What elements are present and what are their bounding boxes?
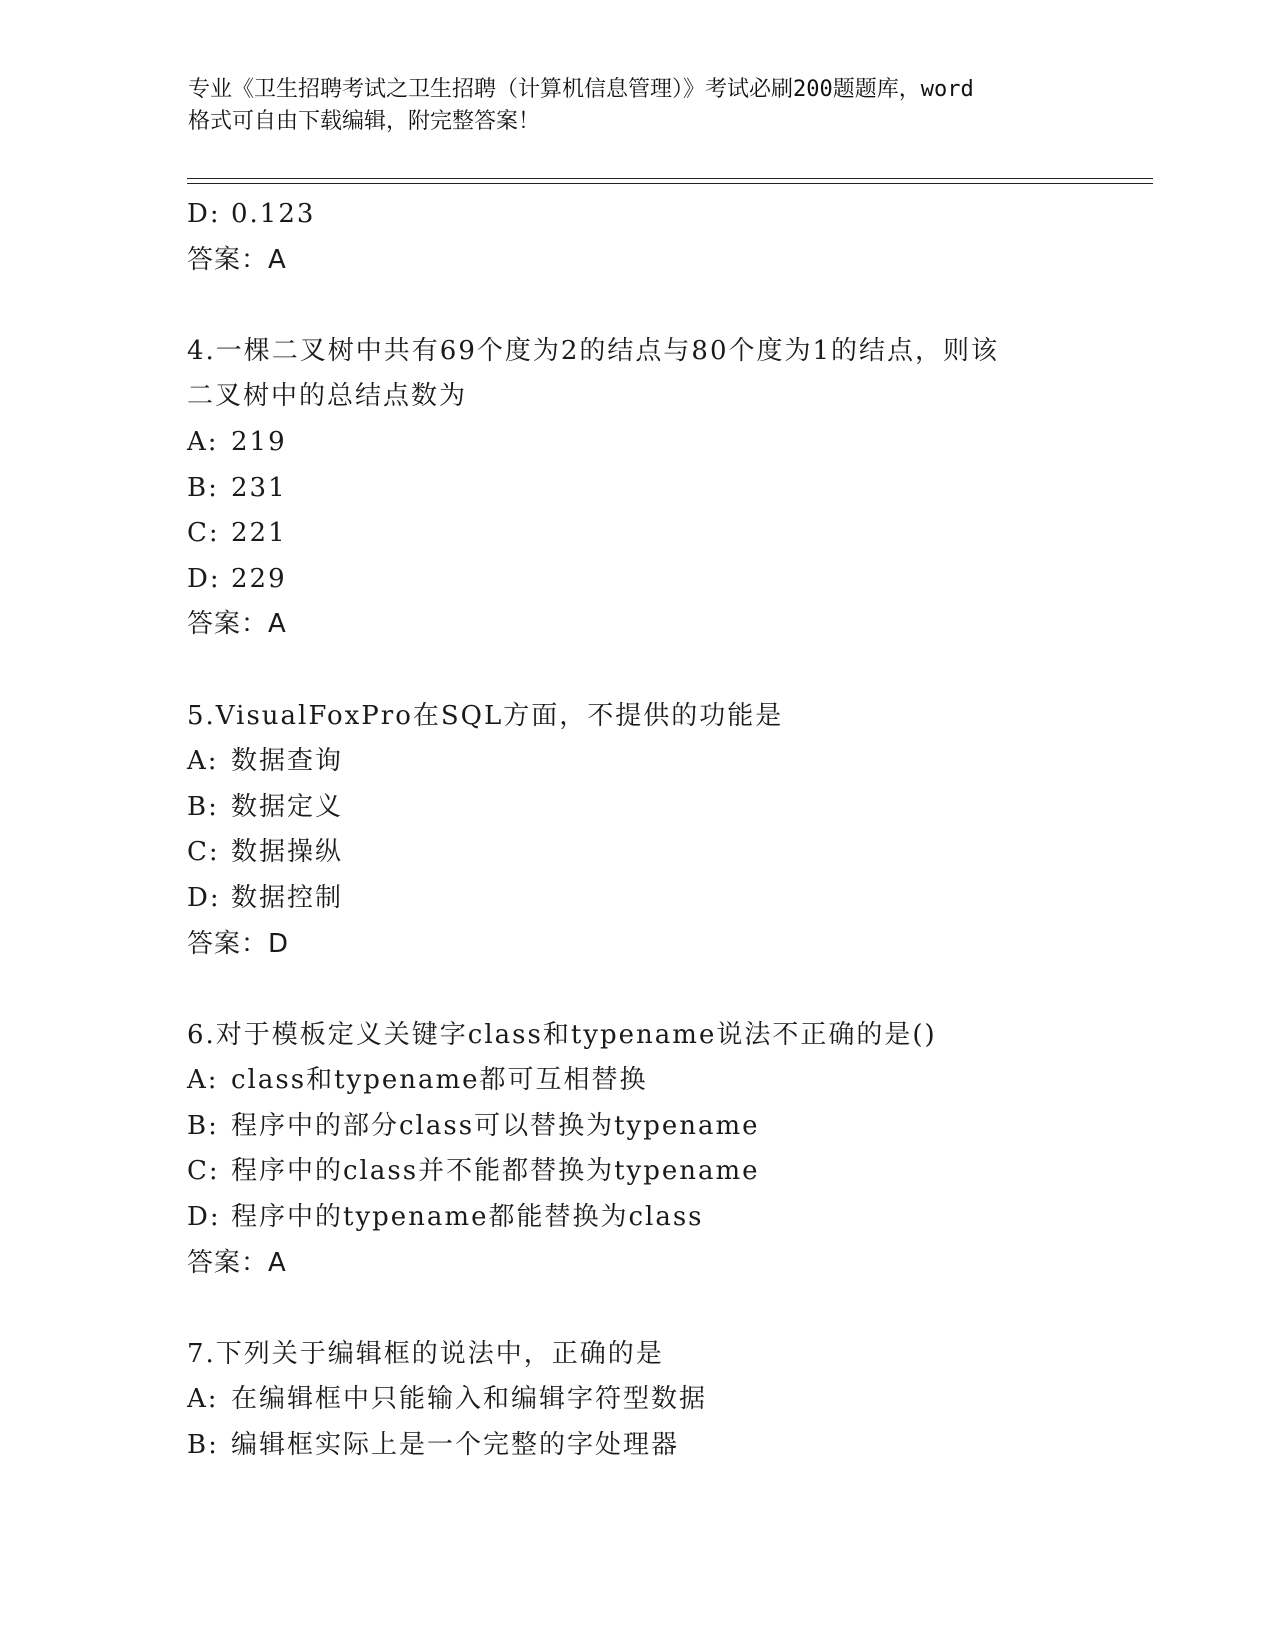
question-6-option-a (187, 1058, 1147, 1104)
spacer (187, 1286, 1147, 1332)
option-text: 0.123 (231, 199, 316, 229)
option-label: A: (187, 746, 219, 777)
option-label: B: (187, 1110, 219, 1141)
question-4-option-a (187, 420, 1147, 466)
option-label: A: (187, 1384, 219, 1415)
question-5-option-c (187, 830, 1147, 876)
option-text: 数据定义 (231, 791, 344, 822)
option-text: 在编辑框中只能输入和编辑字符型数据 (231, 1384, 708, 1415)
question-6-option-c (187, 1149, 1147, 1195)
spacer (187, 967, 1147, 1013)
document-header (188, 74, 1088, 138)
option-label: B: (187, 1430, 219, 1461)
option-label: D: (187, 199, 221, 229)
question-6-answer: 答案：A (187, 1247, 287, 1278)
option-label: D: (187, 563, 221, 594)
question-6-option-d (187, 1195, 1147, 1241)
question-7-option-b (187, 1423, 1147, 1469)
question-5-option-b (187, 785, 1147, 831)
spacer (187, 283, 1147, 329)
spacer (187, 648, 1147, 694)
header-line-2: 格式可自由下载编辑，附完整答案！ (188, 109, 541, 134)
option-text: 程序中的部分class可以替换为typename (231, 1110, 760, 1141)
option-text: class和typename都可互相替换 (231, 1065, 648, 1096)
question-4-option-c (187, 511, 1147, 557)
option-text: 程序中的class并不能都替换为typename (231, 1156, 760, 1187)
question-5-option-a (187, 739, 1147, 785)
prev-answer: 答案：A (187, 244, 287, 275)
question-4-option-b (187, 466, 1147, 512)
option-text: 数据查询 (231, 746, 344, 777)
option-text: 程序中的typename都能替换为class (231, 1202, 704, 1233)
header-divider-bottom (187, 183, 1153, 184)
option-text: 221 (231, 518, 287, 549)
header-divider-top (187, 178, 1153, 179)
question-5-stem: 5.VisualFoxPro在SQL方面，不提供的功能是 (187, 700, 784, 731)
option-label: B: (187, 472, 219, 503)
option-text: 编辑框实际上是一个完整的字处理器 (231, 1430, 680, 1461)
question-4-stem-line-1: 4.一棵二叉树中共有69个度为2的结点与80个度为1的结点，则该 (187, 335, 1000, 366)
option-text: 数据控制 (231, 882, 344, 913)
prev-option-d (187, 192, 1147, 238)
option-label: A: (187, 426, 219, 457)
option-label: B: (187, 791, 219, 822)
question-5-answer: 答案：D (187, 928, 290, 959)
option-label: C: (187, 1156, 220, 1187)
question-4-stem-line-2: 二叉树中的总结点数为 (187, 381, 468, 412)
question-7-stem: 7.下列关于编辑框的说法中，正确的是 (187, 1338, 664, 1369)
option-text: 数据操纵 (231, 837, 344, 868)
option-label: D: (187, 882, 221, 913)
question-6-option-b (187, 1104, 1147, 1150)
question-4-option-d (187, 557, 1147, 603)
header-line-1: 专业《卫生招聘考试之卫生招聘（计算机信息管理）》考试必刷200题题库，word (188, 77, 974, 102)
question-6-stem: 6.对于模板定义关键字class和typename说法不正确的是() (187, 1019, 937, 1050)
question-content (187, 192, 1147, 1469)
question-5-option-d (187, 876, 1147, 922)
option-label: D: (187, 1202, 221, 1233)
option-text: 231 (231, 472, 287, 503)
option-text: 229 (231, 563, 287, 594)
option-label: A: (187, 1065, 219, 1096)
option-label: C: (187, 837, 220, 868)
question-4-answer: 答案：A (187, 609, 287, 640)
question-7-option-a (187, 1377, 1147, 1423)
option-label: C: (187, 518, 220, 549)
option-text: 219 (231, 426, 287, 457)
